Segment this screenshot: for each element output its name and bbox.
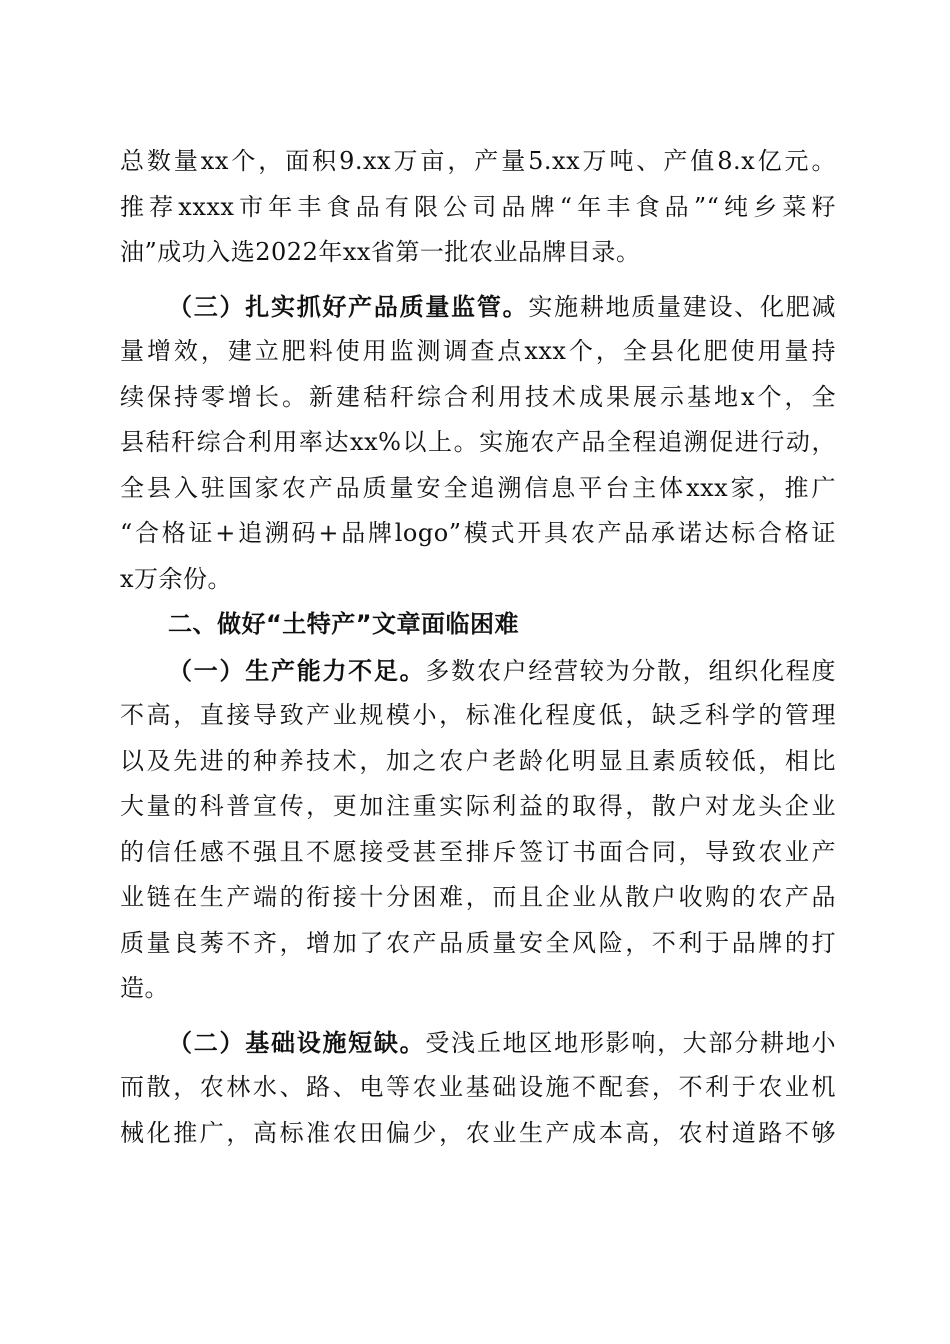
text-line — [120, 1020, 836, 1066]
paragraph-production-stats — [120, 139, 836, 276]
text-line — [120, 284, 836, 330]
text-line: 而散，农林水、路、电等农业基础设施不配套，不利于农业机 — [120, 1073, 836, 1101]
paragraph-lead-heading: （二）基础设施短缺。 — [168, 1027, 426, 1057]
text-line — [120, 648, 836, 694]
text-run: 受浅丘地区地形影响，大部分耕地小 — [425, 1028, 837, 1057]
text-line: 续保持零增长。新建秸秆综合利用技术成果展示基地x个，全 — [120, 382, 836, 411]
text-line: 械化推广，高标准农田偏少，农业生产成本高，农村道路不够 — [120, 1118, 836, 1147]
paragraph-lead-heading: （一）生产能力不足。 — [168, 655, 426, 685]
text-run: 实施耕地质量建设、化肥减 — [528, 292, 836, 321]
section-heading: 二、做好“土特产”文章面临困难 — [168, 610, 520, 638]
text-line: 的信任感不强且不愿接受甚至排斥签订书面合同，导致农业产 — [120, 837, 836, 866]
text-line: 大量的科普宣传，更加注重实际利益的取得，散户对龙头企业 — [120, 792, 836, 820]
text-line: x万余份。 — [120, 564, 233, 593]
text-line: 总数量xx个，面积9.xx万亩，产量5.xx万吨、产值8.x亿元。 — [120, 147, 836, 175]
text-line: 质量良莠不齐，增加了农产品质量安全风险，不利于品牌的打 — [120, 928, 836, 957]
text-line: 全县入驻国家农产品质量安全追溯信息平台主体xxx家，推广 — [120, 473, 836, 502]
text-line: 不高，直接导致产业规模小，标准化程度低，缺乏科学的管理 — [120, 701, 836, 729]
text-run: 多数农户经营较为分散，组织化程度 — [425, 656, 837, 685]
paragraph-production-capacity — [120, 648, 836, 1012]
text-line: 县秸秆综合利用率达xx%以上。实施农产品全程追溯促进行动， — [120, 428, 836, 456]
paragraph-quality-supervision — [120, 284, 836, 603]
paragraph-lead-heading: （三）扎实抓好产品质量监管。 — [168, 291, 529, 321]
paragraph-infrastructure — [120, 1020, 836, 1157]
text-line: 业链在生产端的衔接十分困难，而且企业从散户收购的农产品 — [120, 883, 836, 911]
text-line: 量增效，建立肥料使用监测调查点xxx个，全县化肥使用量持 — [120, 337, 836, 365]
text-line: 油”成功入选2022年xx省第一批农业品牌目录。 — [120, 238, 641, 266]
text-line: “合格证+追溯码+品牌logo”模式开具农产品承诺达标合格证 — [120, 519, 836, 547]
text-line: 推荐xxxx市年丰食品有限公司品牌“年丰食品”“纯乡菜籽 — [120, 192, 836, 221]
text-line: 造。 — [120, 974, 169, 1002]
text-line: 以及先进的种养技术，加之农户老龄化明显且素质较低，相比 — [120, 746, 836, 775]
document-body — [120, 139, 836, 1156]
